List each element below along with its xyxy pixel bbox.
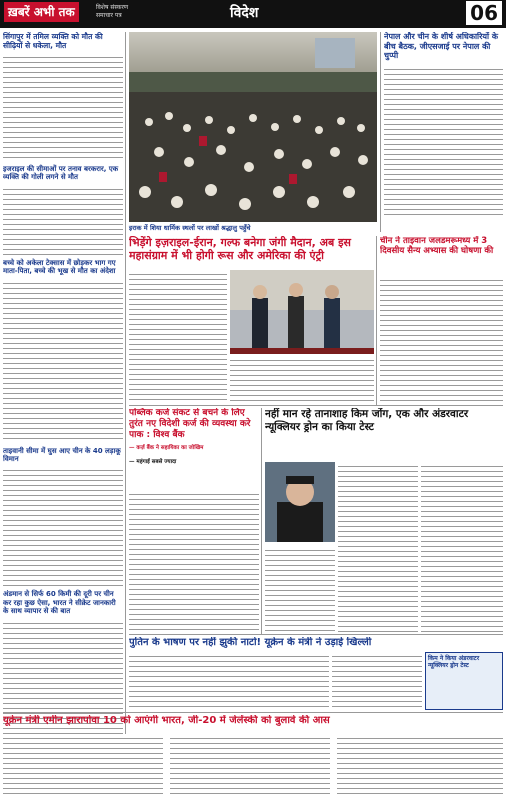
main-story-4-body-2 bbox=[421, 462, 503, 632]
horizontal-rule-2 bbox=[129, 634, 503, 635]
main-story-6-body-3 bbox=[337, 734, 503, 796]
story-4-body bbox=[3, 466, 123, 586]
main-story-4 bbox=[265, 408, 503, 433]
main-story-1-body-2 bbox=[230, 356, 374, 402]
left-column bbox=[3, 32, 123, 794]
kim-photo-image bbox=[265, 462, 335, 542]
main-story-6-body-1 bbox=[3, 734, 163, 796]
main-story-5 bbox=[129, 637, 503, 649]
divider-story-2 bbox=[376, 236, 377, 406]
main-story-1-body bbox=[129, 270, 227, 402]
column-divider-right bbox=[380, 32, 381, 232]
leaders-photo bbox=[230, 270, 374, 354]
kim-box-text: किम ने किया अंडरवाटर न्यूक्लियर ड्रोन टेस्ट bbox=[428, 655, 480, 670]
masthead-meta bbox=[96, 4, 128, 20]
section-title: विदेश bbox=[230, 5, 259, 21]
main-story-1 bbox=[129, 236, 371, 262]
story-2-headline: इजराइल की सीमाओं पर तनाव बरकरार, एक व्यक्ति की गोली लगने से मौत bbox=[3, 165, 119, 182]
column-divider-left bbox=[125, 32, 126, 794]
main-headline-1: भिड़ेंगे इज़राइल-ईरान, गल्फ बनेगा जंगी मैदान, अब इस महासंग्राम में भी होगी रूस और अमेरिका की एंट्री bbox=[129, 236, 351, 263]
divider-story-3 bbox=[261, 408, 262, 634]
crowd-photo-image bbox=[129, 32, 377, 222]
photo-caption: इराक में शिया धार्मिक स्थलों पर लाखों श्रद्धालु पहुँचे bbox=[129, 224, 251, 232]
horizontal-rule-1 bbox=[129, 405, 503, 406]
main-headline-3: पब्लिक कर्ज संकट से बचने के लिए तुरंत नए विदेशी कर्ज की व्यवस्था करे पाक : विश्व बैंक bbox=[129, 408, 251, 440]
main-story-3-subhead-b: — महंगाई सबसे ज्यादा bbox=[129, 458, 177, 465]
kim-box bbox=[425, 652, 503, 710]
masthead bbox=[0, 0, 506, 28]
main-story-5-body-2 bbox=[332, 652, 422, 710]
kim-photo bbox=[265, 462, 335, 542]
main-story-4-body bbox=[338, 462, 418, 632]
main-story-6 bbox=[3, 715, 503, 727]
right-column bbox=[384, 32, 503, 232]
main-headline-2: चीन ने ताइवान जलडमरूमध्य में 3 दिवसीय सैन्य अभ्यास की घोषणा की bbox=[380, 236, 494, 257]
story-5-headline: अंडमान से सिर्फ 60 किमी की दूरी पर चीन कर रहा कुछ ऐसा, भारत ने सीक्रेट जानकारी के साथ व्यापार से की बात bbox=[3, 590, 116, 616]
main-headline-5: पुतिन के भाषण पर नहीं झुकी नाटो! यूक्रेन के मंत्री ने उड़ाई खिल्ली bbox=[129, 637, 372, 648]
main-story-5-body bbox=[129, 652, 329, 710]
story-2-body bbox=[3, 185, 123, 255]
right-story-body bbox=[384, 65, 503, 215]
main-headline-6: यूक्रेन मंत्री एमीन झारापोवा 10 को आएंगी भारत, जी-20 में जेलेंस्की को बुलावे की आस bbox=[3, 715, 330, 726]
story-3-headline: बच्चे को अकेला टेक्सास में छोड़कर भाग गए माता-पिता, बच्चे की भूख से मौत का अंदेशा bbox=[3, 258, 116, 276]
main-story-2 bbox=[380, 236, 503, 256]
newspaper-logo: ख़बरें अभी तक bbox=[4, 2, 79, 22]
story-4-headline: ताइवानी सीमा में घुस आए चीन के 40 लड़ाकू विमान bbox=[3, 446, 121, 463]
masthead-meta-line-1: विशेष संस्करण bbox=[96, 4, 129, 11]
main-story-3-body bbox=[129, 490, 259, 630]
main-headline-4: नहीं मान रहे तानाशाह किम जोंग, एक और अंडरवाटर न्यूक्लियर ड्रोन का किया टेस्ट bbox=[265, 408, 469, 433]
main-story-6-body-2 bbox=[170, 734, 330, 796]
crowd-photo bbox=[129, 32, 377, 222]
main-story-2-body bbox=[380, 276, 503, 402]
masthead-meta-line-2: समाचार पत्र bbox=[96, 12, 122, 19]
main-story-3-subhead-a: — कर्ज़ बैंक ने सहायिका का जोखिम bbox=[129, 445, 204, 452]
leaders-photo-image bbox=[230, 270, 374, 354]
page-number: 06 bbox=[466, 1, 502, 25]
horizontal-rule-3 bbox=[3, 712, 503, 713]
main-story-3 bbox=[129, 408, 259, 470]
story-1-headline: सिंगापुर में तमिल व्यक्ति को मौत की सीढ़ियों से धकेला, मौत bbox=[3, 32, 103, 50]
right-story-headline: नेपाल और चीन के शीर्ष अधिकारियों के बीच बैठक, जीएसजाई पर नेपाल की चुप्पी bbox=[384, 32, 499, 61]
story-3-body bbox=[3, 279, 123, 443]
main-story-4-body-3 bbox=[265, 546, 335, 632]
story-1-body bbox=[3, 53, 123, 161]
